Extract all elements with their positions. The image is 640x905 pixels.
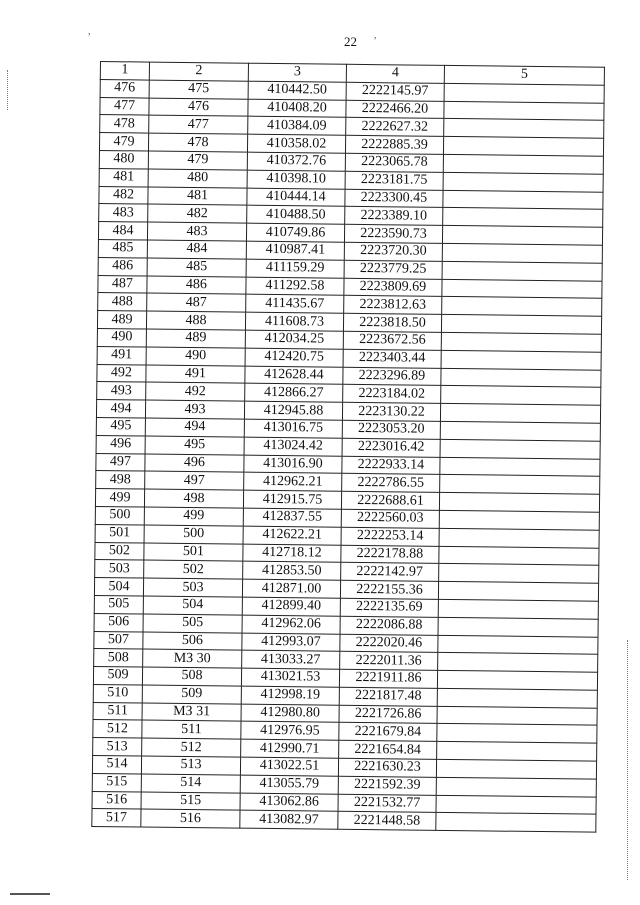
table-cell xyxy=(441,350,601,370)
table-cell: 484 xyxy=(98,222,147,240)
table-cell: 491 xyxy=(97,346,146,364)
table-cell: 410398.10 xyxy=(247,170,345,189)
table-cell: 508 xyxy=(142,667,241,686)
table-cell xyxy=(444,101,604,121)
table-body xyxy=(92,79,604,832)
table-cell: 412915.75 xyxy=(243,490,341,509)
table-cell xyxy=(440,439,600,459)
margin-line xyxy=(7,70,8,110)
table-cell: 506 xyxy=(143,632,242,651)
table-cell: 412990.71 xyxy=(241,739,339,758)
table-cell: 2222786.55 xyxy=(342,474,440,493)
table-cell: 500 xyxy=(144,525,243,544)
table-cell: 2222933.14 xyxy=(342,456,440,475)
table-cell: 2223389.10 xyxy=(345,207,443,226)
table-cell: 412866.27 xyxy=(245,384,343,403)
table-cell: 2221911.86 xyxy=(339,669,437,688)
table-cell: 481 xyxy=(99,168,148,186)
table-cell xyxy=(437,706,597,726)
table-cell: 413016.75 xyxy=(244,419,342,438)
table-cell: 410987.41 xyxy=(246,241,344,260)
table-cell: 2223818.50 xyxy=(343,313,441,332)
table-cell xyxy=(439,564,599,584)
table-cell: 511 xyxy=(93,702,142,720)
table-cell: 412718.12 xyxy=(243,544,341,563)
table-cell: 485 xyxy=(98,239,147,257)
table-cell: 2221448.58 xyxy=(338,812,436,831)
table-cell: 411159.29 xyxy=(246,259,344,278)
table-cell: 487 xyxy=(147,293,246,312)
table-cell: 516 xyxy=(141,809,240,828)
table-cell xyxy=(443,137,603,157)
table-cell: 2222178.88 xyxy=(341,545,439,564)
table-cell: 412628.44 xyxy=(245,366,343,385)
scan-mark: , xyxy=(88,26,91,37)
table-cell: 514 xyxy=(92,756,141,774)
table-cell: 2223184.02 xyxy=(343,385,441,404)
table-cell: 497 xyxy=(96,453,145,471)
table-cell: 515 xyxy=(92,773,141,791)
table-cell: 488 xyxy=(98,293,147,311)
margin-line xyxy=(10,893,50,895)
table-cell: 515 xyxy=(141,792,240,811)
table-cell xyxy=(438,653,598,673)
page-number: 22 xyxy=(344,34,357,49)
table-cell: 514 xyxy=(141,774,240,793)
column-header: 5 xyxy=(444,65,604,85)
table-cell xyxy=(443,172,603,192)
table-cell xyxy=(441,368,601,388)
table-cell xyxy=(443,208,603,228)
table-cell xyxy=(440,404,600,424)
column-header: 3 xyxy=(248,63,346,82)
table-cell: 2223065.78 xyxy=(345,153,443,172)
table-cell: 2222135.69 xyxy=(340,598,438,617)
table-cell: 509 xyxy=(142,685,241,704)
table-cell xyxy=(443,154,603,174)
table-cell xyxy=(439,546,599,566)
table-cell: 499 xyxy=(95,489,144,507)
table-cell xyxy=(442,279,602,299)
table-cell: 487 xyxy=(98,275,147,293)
table-cell: 411435.67 xyxy=(246,295,344,314)
table-cell: 2221654.84 xyxy=(339,741,437,760)
table-cell: 493 xyxy=(97,382,146,400)
table-cell: 482 xyxy=(99,186,148,204)
table-cell xyxy=(442,226,602,246)
table-cell: 512 xyxy=(93,720,142,738)
table-cell: 2222086.88 xyxy=(340,616,438,635)
table-cell: 412945.88 xyxy=(244,401,342,420)
table-cell: 480 xyxy=(99,150,148,168)
table-cell: 2223016.42 xyxy=(342,438,440,457)
table-cell: 413062.86 xyxy=(240,793,338,812)
table-cell xyxy=(439,528,599,548)
table-cell: 477 xyxy=(149,115,248,134)
table-cell xyxy=(439,510,599,530)
table-cell: 412976.95 xyxy=(241,722,339,741)
table-cell: 501 xyxy=(95,524,144,542)
table-cell xyxy=(437,724,597,744)
table-cell: 491 xyxy=(146,365,245,384)
table-cell: 513 xyxy=(93,738,142,756)
table-cell: 2222142.97 xyxy=(341,563,439,582)
table-cell xyxy=(442,243,602,263)
table-cell xyxy=(438,599,598,619)
table-cell: 410442.50 xyxy=(248,81,346,100)
coordinates-table xyxy=(91,61,605,833)
table-cell xyxy=(441,332,601,352)
table-cell: 2223672.56 xyxy=(343,331,441,350)
table-cell: 483 xyxy=(99,204,148,222)
table-cell: 2221679.84 xyxy=(339,723,437,742)
table-cell: 482 xyxy=(148,204,247,223)
table-cell: 483 xyxy=(147,222,246,241)
table-cell: 476 xyxy=(100,79,149,97)
table-cell: 2223296.89 xyxy=(343,367,441,386)
table-cell: 412998.19 xyxy=(241,686,339,705)
table-cell: 2222688.61 xyxy=(341,491,439,510)
table-cell: 516 xyxy=(92,791,141,809)
column-header: 1 xyxy=(100,62,149,80)
table-cell: 2223720.30 xyxy=(344,242,442,261)
table-cell: 484 xyxy=(147,240,246,259)
table-cell: МЗ 31 xyxy=(142,703,241,722)
table-cell: 2222011.36 xyxy=(340,652,438,671)
table-cell: 476 xyxy=(149,98,248,117)
table-cell: 503 xyxy=(143,578,242,597)
table-cell: 489 xyxy=(97,311,146,329)
table-cell: 2222560.03 xyxy=(341,509,439,528)
table-cell: 2222466.20 xyxy=(346,100,444,119)
table-cell: 490 xyxy=(146,347,245,366)
table-cell: 2223403.44 xyxy=(343,349,441,368)
table-cell: МЗ 30 xyxy=(143,649,242,668)
table-cell: 477 xyxy=(100,97,149,115)
table-cell xyxy=(440,475,600,495)
table-cell: 412420.75 xyxy=(245,348,343,367)
table-cell: 496 xyxy=(145,454,244,473)
table-cell: 499 xyxy=(144,507,243,526)
table-cell: 502 xyxy=(95,542,144,560)
table-cell xyxy=(440,421,600,441)
table-cell xyxy=(436,759,596,779)
table-cell: 490 xyxy=(97,328,146,346)
table-cell xyxy=(436,795,596,815)
table-cell: 2222020.46 xyxy=(340,634,438,653)
table-cell xyxy=(441,386,601,406)
table-cell: 486 xyxy=(147,276,246,295)
table-cell xyxy=(437,742,597,762)
table-cell: 2223130.22 xyxy=(342,402,440,421)
table-cell: 410384.09 xyxy=(248,117,346,136)
table-cell: 504 xyxy=(94,578,143,596)
table-cell: 493 xyxy=(145,400,244,419)
table-cell: 486 xyxy=(98,257,147,275)
table-cell xyxy=(442,297,602,317)
table-cell: 2222627.32 xyxy=(346,118,444,137)
table-cell: 412034.25 xyxy=(245,330,343,349)
table-cell: 498 xyxy=(96,471,145,489)
table-cell: 2222155.36 xyxy=(340,580,438,599)
table-cell: 2223300.45 xyxy=(345,189,443,208)
table-cell: 505 xyxy=(143,614,242,633)
table-cell: 411608.73 xyxy=(245,312,343,331)
table-cell: 410444.14 xyxy=(247,188,345,207)
table-cell: 505 xyxy=(94,595,143,613)
table-cell: 507 xyxy=(94,631,143,649)
table-cell: 496 xyxy=(96,435,145,453)
table-cell: 411292.58 xyxy=(246,277,344,296)
table-cell xyxy=(439,493,599,513)
table-cell: 2221532.77 xyxy=(338,794,436,813)
table-cell: 413021.53 xyxy=(241,668,339,687)
table-cell: 413055.79 xyxy=(240,775,338,794)
column-header: 2 xyxy=(149,62,248,81)
table-cell xyxy=(436,813,596,833)
table-cell: 2221630.23 xyxy=(338,758,436,777)
column-header: 4 xyxy=(346,64,444,83)
table-cell: 2223812.63 xyxy=(344,296,442,315)
table-cell: 410358.02 xyxy=(247,134,345,153)
table-cell: 494 xyxy=(145,418,244,437)
table-cell: 412980.80 xyxy=(241,704,339,723)
table-cell: 488 xyxy=(146,311,245,330)
table-cell: 2222885.39 xyxy=(345,135,443,154)
table-cell: 413022.51 xyxy=(240,757,338,776)
table-cell: 511 xyxy=(142,721,241,740)
table-cell: 2223181.75 xyxy=(345,171,443,190)
table-cell xyxy=(438,617,598,637)
table-cell xyxy=(437,688,597,708)
table-cell: 412993.07 xyxy=(242,633,340,652)
table-cell: 501 xyxy=(144,543,243,562)
table-cell: 2221726.86 xyxy=(339,705,437,724)
table-cell: 506 xyxy=(94,613,143,631)
table-cell: 495 xyxy=(145,436,244,455)
table-cell: 478 xyxy=(100,115,149,133)
table-cell: 508 xyxy=(94,649,143,667)
table-cell: 412871.00 xyxy=(242,579,340,598)
table-cell: 2221817.48 xyxy=(339,687,437,706)
table-cell: 503 xyxy=(95,560,144,578)
table-cell: 494 xyxy=(96,400,145,418)
table-cell: 412962.06 xyxy=(242,615,340,634)
table-cell: 413016.90 xyxy=(244,455,342,474)
table-cell xyxy=(442,261,602,281)
table-cell: 412899.40 xyxy=(242,597,340,616)
table-cell: 513 xyxy=(141,756,240,775)
table-cell: 412837.55 xyxy=(243,508,341,527)
table-cell: 480 xyxy=(148,169,247,188)
table-cell: 2222145.97 xyxy=(346,82,444,101)
table-cell: 2222253.14 xyxy=(341,527,439,546)
table-cell xyxy=(436,777,596,797)
table-cell: 479 xyxy=(99,133,148,151)
table-cell: 2223809.69 xyxy=(344,278,442,297)
table-cell: 410372.76 xyxy=(247,152,345,171)
table-cell: 497 xyxy=(145,471,244,490)
table-cell: 410408.20 xyxy=(248,99,346,118)
table-cell: 517 xyxy=(92,809,141,827)
table-cell: 412962.21 xyxy=(244,472,342,491)
table-cell: 412622.21 xyxy=(243,526,341,545)
table-cell: 412853.50 xyxy=(243,561,341,580)
table-cell: 495 xyxy=(96,417,145,435)
table-cell xyxy=(444,83,604,103)
margin-line xyxy=(627,640,628,880)
table-cell: 502 xyxy=(144,560,243,579)
table-cell xyxy=(444,119,604,139)
table-cell: 2223779.25 xyxy=(344,260,442,279)
table-cell: 504 xyxy=(143,596,242,615)
table-cell: 498 xyxy=(144,489,243,508)
table-cell: 500 xyxy=(95,506,144,524)
table-cell: 481 xyxy=(148,187,247,206)
table-cell: 492 xyxy=(97,364,146,382)
table-cell: 2223053.20 xyxy=(342,420,440,439)
table-cell: 413082.97 xyxy=(240,811,338,830)
scan-mark: , xyxy=(374,30,377,41)
table-cell: 413024.42 xyxy=(244,437,342,456)
table-cell: 410749.86 xyxy=(246,223,344,242)
table-cell: 478 xyxy=(148,133,247,152)
table-cell: 479 xyxy=(148,151,247,170)
table-cell: 410488.50 xyxy=(247,206,345,225)
table-cell xyxy=(438,581,598,601)
table-cell xyxy=(441,315,601,335)
table-cell xyxy=(438,635,598,655)
table-cell: 510 xyxy=(93,684,142,702)
table-cell: 485 xyxy=(147,258,246,277)
table-cell xyxy=(437,670,597,690)
table-cell: 413033.27 xyxy=(242,650,340,669)
table-cell: 509 xyxy=(93,667,142,685)
table-cell: 475 xyxy=(149,80,248,99)
table-cell xyxy=(443,190,603,210)
table-cell: 492 xyxy=(146,382,245,401)
table-cell: 489 xyxy=(146,329,245,348)
table-cell xyxy=(440,457,600,477)
table-cell: 2223590.73 xyxy=(344,224,442,243)
table-cell: 512 xyxy=(142,738,241,757)
table-cell: 2221592.39 xyxy=(338,776,436,795)
